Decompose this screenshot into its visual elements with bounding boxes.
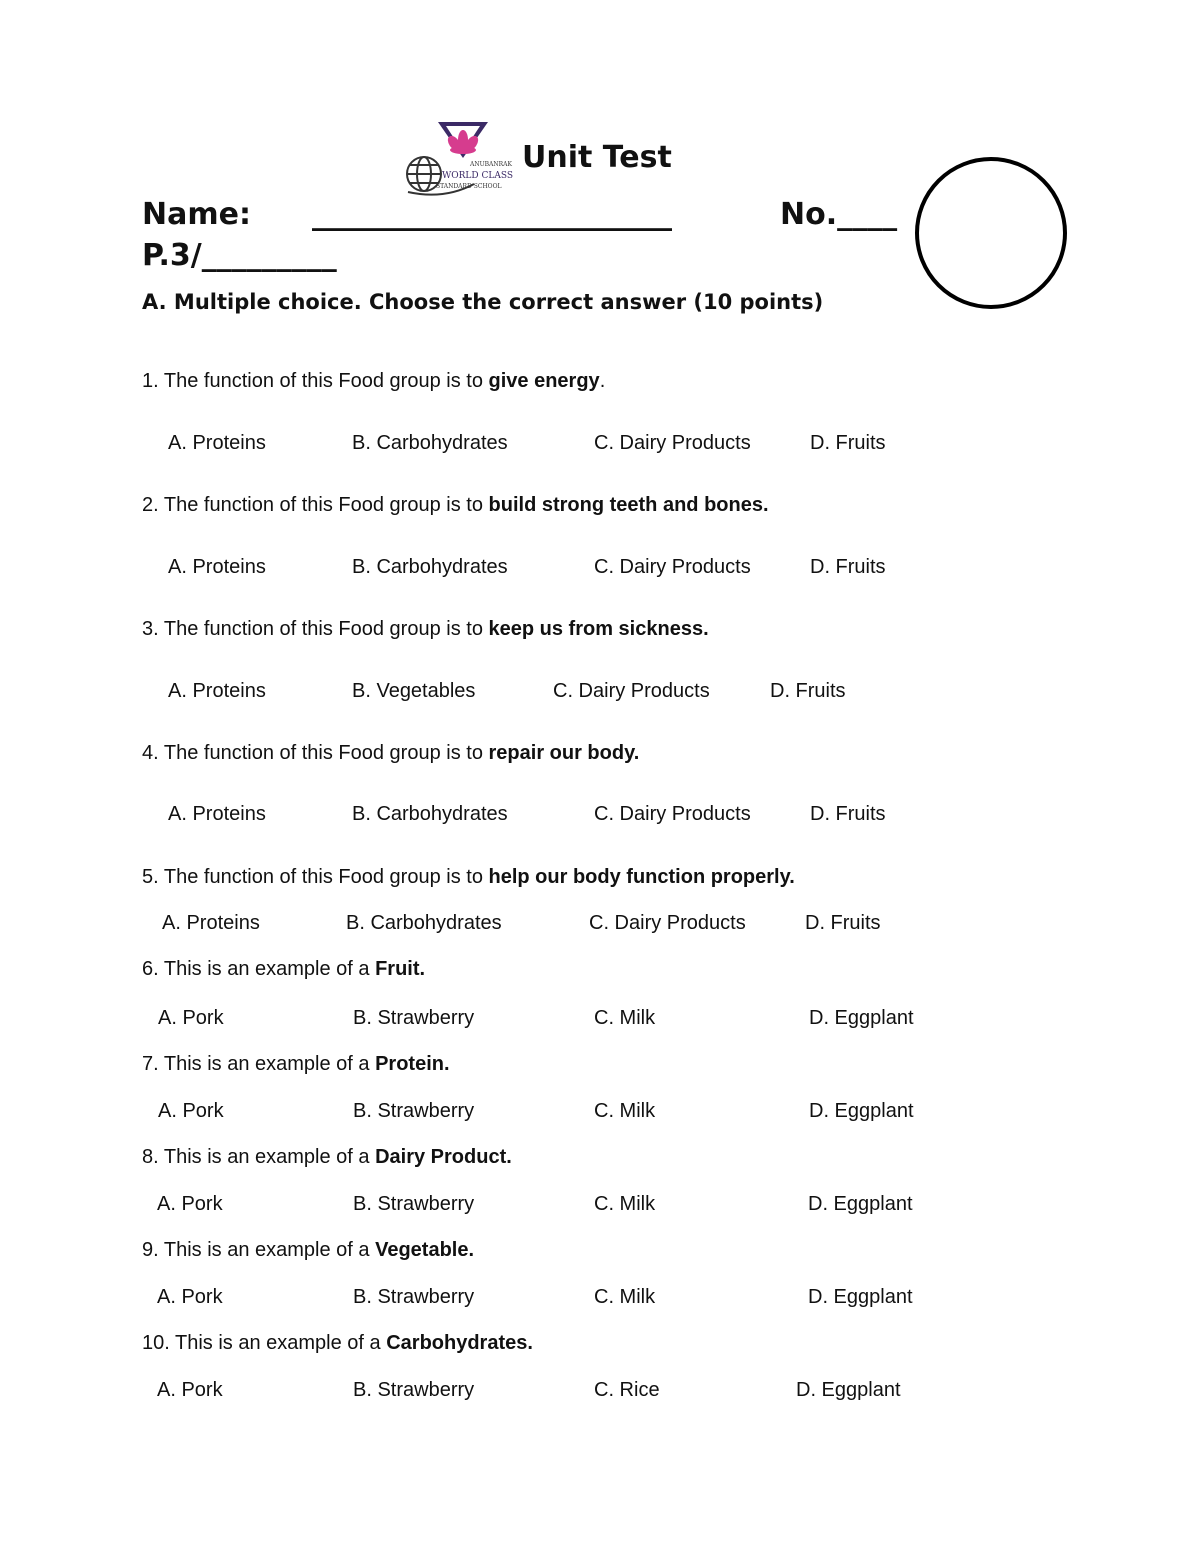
answer-option[interactable]: A. Pork <box>157 1193 223 1215</box>
question-keyword: Carbohydrates. <box>386 1332 533 1354</box>
question-prefix: 6. This is an example of a <box>142 958 376 980</box>
answer-option[interactable]: B. Carbohydrates <box>346 912 502 934</box>
question-text <box>142 1146 512 1169</box>
question-prefix: 1. The function of this Food group is to <box>142 370 489 392</box>
question-keyword: repair our body. <box>488 742 640 764</box>
answer-option[interactable]: D. Eggplant <box>796 1379 901 1401</box>
question-prefix: 10. This is an example of a <box>142 1332 387 1354</box>
answer-option[interactable]: D. Fruits <box>810 803 886 825</box>
answer-option[interactable]: B. Carbohydrates <box>352 556 508 578</box>
school-logo <box>404 120 524 198</box>
question-keyword: give energy <box>488 370 600 392</box>
name-field-line[interactable]: ________________________ <box>312 197 672 232</box>
answer-option[interactable]: C. Milk <box>594 1100 656 1122</box>
section-heading: A. Multiple choice. Choose the correct answer (10 points) <box>142 290 824 314</box>
logo-text-2: WORLD CLASS <box>442 171 513 181</box>
question-text <box>142 618 709 641</box>
answer-option[interactable]: A. Proteins <box>162 912 260 934</box>
answer-option[interactable]: B. Strawberry <box>353 1007 475 1029</box>
question-keyword: build strong teeth and bones. <box>488 494 769 516</box>
question-keyword: help our body function properly. <box>488 866 795 888</box>
answer-option[interactable]: B. Strawberry <box>353 1286 475 1308</box>
question-text <box>142 1239 474 1262</box>
answer-option[interactable]: A. Pork <box>157 1379 223 1401</box>
question-text <box>142 958 425 981</box>
question-prefix: 7. This is an example of a <box>142 1053 376 1075</box>
name-label: Name: <box>142 197 251 232</box>
logo-text-3: STANDARD SCHOOL <box>436 183 502 190</box>
answer-option[interactable]: C. Dairy Products <box>594 432 751 454</box>
class-field[interactable]: P.3/_________ <box>142 238 337 273</box>
answer-option[interactable]: D. Eggplant <box>809 1007 914 1029</box>
answer-option[interactable]: D. Eggplant <box>808 1286 913 1308</box>
answer-option[interactable]: A. Pork <box>157 1286 223 1308</box>
question-prefix: 8. This is an example of a <box>142 1146 376 1168</box>
answer-option[interactable]: C. Dairy Products <box>589 912 746 934</box>
question-text <box>142 866 795 889</box>
answer-option[interactable]: C. Milk <box>594 1007 656 1029</box>
question-text <box>142 1053 450 1076</box>
question-keyword: Dairy Product. <box>375 1146 512 1168</box>
question-text <box>142 1332 533 1355</box>
answer-option[interactable]: B. Strawberry <box>353 1379 475 1401</box>
answer-option[interactable]: D. Fruits <box>810 556 886 578</box>
question-keyword: Vegetable. <box>375 1239 475 1261</box>
answer-option[interactable]: A. Proteins <box>168 803 266 825</box>
answer-option[interactable]: C. Milk <box>594 1286 656 1308</box>
answer-option[interactable]: C. Rice <box>594 1379 660 1401</box>
answer-option[interactable]: B. Strawberry <box>353 1100 475 1122</box>
answer-option[interactable]: A. Pork <box>158 1007 224 1029</box>
question-prefix: 9. This is an example of a <box>142 1239 376 1261</box>
question-prefix: 4. The function of this Food group is to <box>142 742 489 764</box>
answer-option[interactable]: D. Fruits <box>770 680 846 702</box>
answer-option[interactable]: B. Carbohydrates <box>352 803 508 825</box>
answer-option[interactable]: A. Proteins <box>168 680 266 702</box>
question-keyword: Protein. <box>375 1053 450 1075</box>
answer-option[interactable]: D. Fruits <box>805 912 881 934</box>
question-text <box>142 742 639 765</box>
question-keyword: Fruit. <box>375 958 426 980</box>
answer-option[interactable]: D. Eggplant <box>809 1100 914 1122</box>
question-text <box>142 370 605 393</box>
answer-option[interactable]: B. Strawberry <box>353 1193 475 1215</box>
logo-text-1: ANUBANRAK <box>470 161 512 168</box>
answer-option[interactable]: A. Pork <box>158 1100 224 1122</box>
answer-option[interactable]: C. Dairy Products <box>553 680 710 702</box>
answer-option[interactable]: A. Proteins <box>168 556 266 578</box>
answer-option[interactable]: D. Eggplant <box>808 1193 913 1215</box>
answer-option[interactable]: B. Carbohydrates <box>352 432 508 454</box>
answer-option[interactable]: A. Proteins <box>168 432 266 454</box>
question-keyword: keep us from sickness. <box>488 618 709 640</box>
answer-option[interactable]: C. Milk <box>594 1193 656 1215</box>
answer-option[interactable]: B. Vegetables <box>352 680 476 702</box>
answer-option[interactable]: C. Dairy Products <box>594 556 751 578</box>
answer-option[interactable]: D. Fruits <box>810 432 886 454</box>
question-prefix: 5. The function of this Food group is to <box>142 866 489 888</box>
question-prefix: 3. The function of this Food group is to <box>142 618 489 640</box>
question-prefix: 2. The function of this Food group is to <box>142 494 489 516</box>
score-circle <box>915 157 1067 309</box>
page-title: Unit Test <box>522 140 672 175</box>
answer-option[interactable]: C. Dairy Products <box>594 803 751 825</box>
question-suffix: . <box>599 370 606 392</box>
number-field[interactable]: No.____ <box>780 197 898 232</box>
question-text <box>142 494 769 517</box>
